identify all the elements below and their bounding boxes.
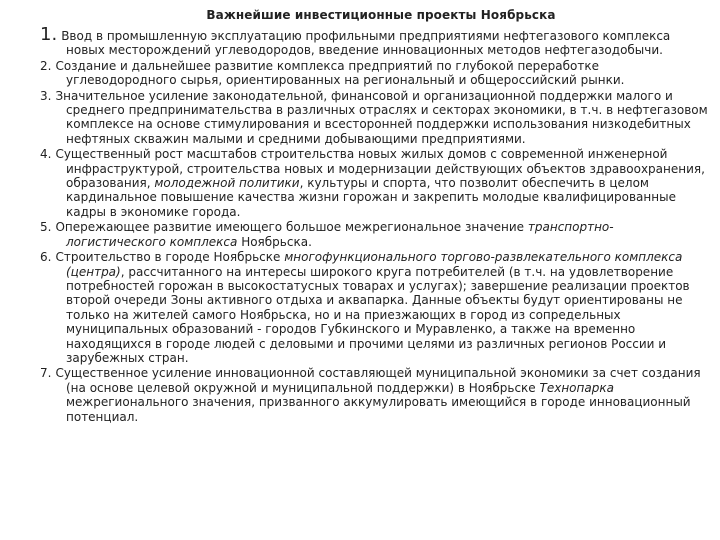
project-text: Ноябрьска. (237, 234, 312, 249)
project-emphasis: Технопарка (539, 380, 614, 395)
project-number: 6. (40, 250, 52, 265)
project-text: Опережающее развитие имеющего большое межрегиональное значение (55, 220, 528, 235)
project-item (40, 147, 712, 219)
project-text: Строительство в городе Ноябрьске (55, 250, 285, 265)
project-text: Создание и дальнейшее развитие комплекса предприятий по глубокой переработке углеводородного сырья, ориентированных на региональный и общероссийский рынки. (55, 58, 625, 88)
project-text: , культуры и спорта, что позволит обеспечить в целом кардинальное повышение качества жизни горожан и закрепить молодые квалифицированные кадры в экономике города. (66, 176, 676, 219)
project-item (40, 59, 712, 88)
project-text: Существенное усиление инновационной составляющей муниципальной экономики за счет создания (на основе целевой окружной и муниципальной поддержки) в Ноябрьске (55, 366, 701, 395)
project-emphasis: молодежной политики (154, 176, 300, 191)
project-number: 7. (40, 366, 52, 381)
project-text: межрегионального значения, призванного аккумулировать имеющийся в городе инновационный потенциал. (66, 395, 691, 424)
project-number: 4. (40, 147, 52, 162)
project-text: Ввод в промышленную эксплуатацию профильными предприятиями нефтегазового комплекса новых месторождений углеводородов, введение инновационных методов нефтегазодобычи. (61, 29, 671, 58)
project-text: , рассчитанного на интересы широкого круга потребителей (в т.ч. на удовлетворение потребностей горожан в высокостатусных товарах и услугах); завершение реализации проектов второй очереди Зоны активного отдыха и аквапарка. Данные объекты будут ориентированы не только на жителей самого Ноябрьска, но и на приезжающих в город из сопредельных муниципальных образований - городов Губкинского и Муравленко, а также на временно находящихся в городе людей с деловыми и прочими целями из различных регионов России и зарубежных стран. (66, 264, 690, 365)
slide-title: Важнейшие инвестиционные проекты Ноябрьска (206, 8, 556, 22)
project-emphasis: транспортно-логистического комплекса (66, 220, 614, 249)
project-text: Существенный рост масштабов строительства новых жилых домов с современной инженерной инфраструктурой, строительства новых и модернизации действующих объектов здравоохранения, образования, (55, 147, 705, 191)
project-item (40, 250, 712, 365)
project-emphasis: многофункционального торгово-развлекательного комплекса (центра) (66, 250, 683, 279)
project-item (40, 366, 712, 424)
project-number: 5. (40, 220, 52, 235)
project-text: Значительное усиление законодательной, финансовой и организационной поддержки малого и среднего предпринимательства в различных отраслях и секторах экономики, в т.ч. в нефтегазовом комплексе на основе стимулирования и всесторонней поддержки использования низкодебитных нефтяных скважин малыми и средними добывающими предприятиями. (55, 88, 708, 146)
project-item (40, 89, 712, 147)
project-item (40, 220, 712, 249)
project-number: 1. (40, 24, 58, 45)
project-number: 3. (40, 88, 52, 103)
project-list (40, 24, 712, 424)
project-number: 2. (40, 58, 52, 73)
project-item (40, 24, 712, 58)
